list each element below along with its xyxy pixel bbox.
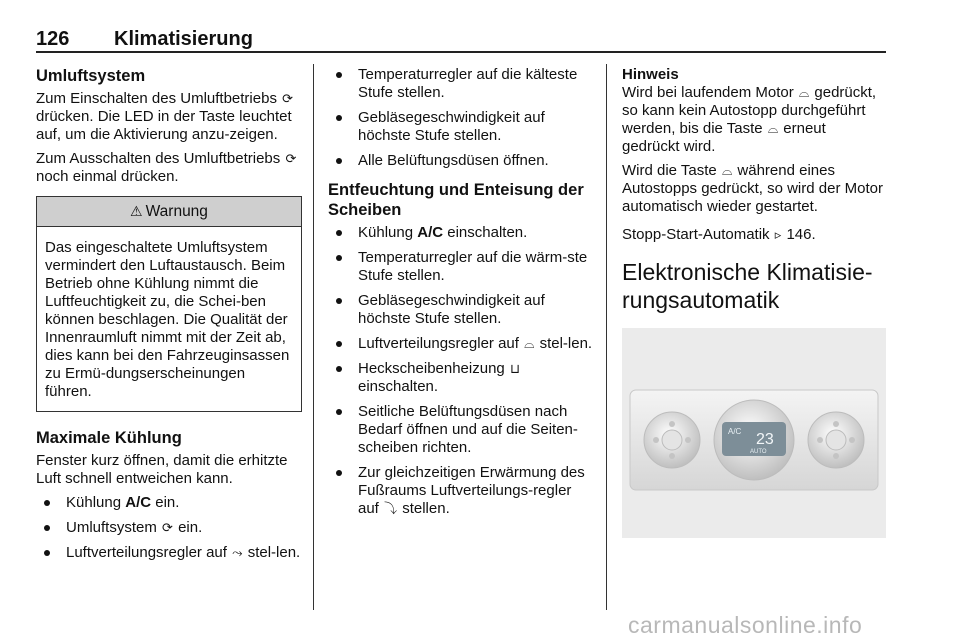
bullet <box>44 550 50 556</box>
section-title-auto-climate: Elektronische Klimatisie-rungsautomatik <box>622 259 873 313</box>
column-divider-1 <box>313 64 314 610</box>
text: Kühlung <box>66 494 122 511</box>
climate-control-panel-drawing <box>622 328 886 538</box>
text: Luftverteilungsregler auf <box>358 335 519 352</box>
list-item <box>328 464 594 518</box>
list-item <box>36 494 302 512</box>
bullet <box>336 158 342 164</box>
recirculation-icon: ⟳ <box>162 520 173 535</box>
text: stel-len. <box>247 544 301 561</box>
text: Heckscheibenheizung <box>358 360 505 377</box>
text: Zum Einschalten des Umluftbetriebs <box>36 90 277 107</box>
text: Umluftsystem <box>66 519 157 536</box>
text: einschalten. <box>447 224 528 241</box>
list-item <box>328 335 594 353</box>
warning-triangle-icon: ⚠ <box>130 203 143 219</box>
bullet <box>336 72 342 78</box>
text: Luftverteilungsregler auf <box>66 544 227 561</box>
text: einschalten. <box>358 378 439 395</box>
footwell-vent-icon: ⤵ <box>384 501 398 516</box>
list-item <box>328 292 594 328</box>
text: Kühlung <box>358 224 414 241</box>
list-item <box>328 224 594 242</box>
list-item <box>328 109 594 145</box>
section-title-defrost: Entfeuchtung und Enteisung der Scheiben <box>328 181 584 219</box>
bullet <box>336 230 342 236</box>
list-item <box>328 66 594 102</box>
text: stel-len. <box>539 335 593 352</box>
text: drücken. Die LED in der Taste leuchtet auf, um die Aktivierung anzu-zeigen. <box>36 108 292 143</box>
warning-text: Das eingeschaltete Umluftsystem vermindert den Luftaustausch. Beim Betrieb ohne Kühlung nimmt die Luftfeuchtigkeit zu, die Schei-ben können beschlagen. Die Qualität der Innenraumluft nimmt mit der Zeit ab, dies kann bei den Fahrzeuginsassen zu Ermü-dungserscheinungen führen. <box>45 239 290 400</box>
bullet <box>336 366 342 372</box>
face-vent-icon: ⤳ <box>232 545 243 560</box>
text: Temperaturregler auf die kälteste Stufe stellen. <box>358 66 578 101</box>
reference-page: 146. <box>786 226 816 243</box>
header-rule <box>36 51 886 53</box>
warning-box <box>36 196 302 412</box>
windscreen-defrost-icon: ⌓ <box>798 85 810 100</box>
ac-label: A/C <box>125 494 152 511</box>
text: Wird die Taste <box>622 162 717 179</box>
windscreen-defrost-icon: ⌓ <box>721 163 733 178</box>
text: Gebläsegeschwindigkeit auf höchste Stufe stellen. <box>358 292 545 327</box>
list-item <box>36 519 302 537</box>
arrow-right-icon: ▹ <box>774 227 782 242</box>
column-3 <box>622 66 886 538</box>
page-header <box>36 28 886 52</box>
text: Zum Ausschalten des Umluftbetriebs <box>36 150 281 167</box>
bullet <box>336 255 342 261</box>
paragraph-recirc-on <box>36 90 302 144</box>
list-item <box>328 249 594 285</box>
reference-text: Stopp-Start-Automatik <box>622 226 770 243</box>
climate-control-panel-image <box>622 328 886 538</box>
column-2 <box>328 66 594 525</box>
display-ac-text: A/C <box>728 427 742 436</box>
list-item <box>328 403 594 457</box>
list-item <box>328 152 594 170</box>
bullet <box>44 500 50 506</box>
list-item <box>36 544 302 562</box>
text: Gebläsegeschwindigkeit auf höchste Stufe stellen. <box>358 109 545 144</box>
section-title-umluft: Umluftsystem <box>36 67 146 85</box>
hint-paragraph-2 <box>622 162 886 216</box>
warning-title: Warnung <box>145 203 208 220</box>
max-cooling-list-cont <box>328 66 594 170</box>
paragraph-max-cooling: Fenster kurz öffnen, damit die erhitzte Luft schnell entweichen kann. <box>36 452 288 487</box>
text: Wird bei laufendem Motor <box>622 84 794 101</box>
recirculation-icon: ⟳ <box>285 151 297 166</box>
text: gedrückt, so kann kein Autostopp durchgeführt werden, bis die Taste <box>622 84 877 137</box>
bullet <box>336 115 342 121</box>
bullet <box>336 341 342 347</box>
text: Seitliche Belüftungsdüsen nach Bedarf öffnen und auf die Seiten-scheiben richten. <box>358 403 578 456</box>
column-divider-2 <box>606 64 607 610</box>
hint-title: Hinweis <box>622 66 679 83</box>
display-temp-text: 23 <box>756 431 774 448</box>
list-item <box>328 360 594 396</box>
paragraph-recirc-off <box>36 150 302 186</box>
text: Temperaturregler auf die wärm-ste Stufe stellen. <box>358 249 588 284</box>
rear-window-heating-icon: ⊔ <box>509 361 521 376</box>
windscreen-defrost-icon: ⌓ <box>767 121 779 136</box>
max-cooling-list <box>36 494 302 562</box>
bullet <box>336 409 342 415</box>
text: Alle Belüftungsdüsen öffnen. <box>358 152 549 169</box>
text: Zur gleichzeitigen Erwärmung des Fußraums Luftverteilungs-regler auf <box>358 464 585 517</box>
windscreen-defrost-icon: ⌓ <box>524 336 535 351</box>
section-title-max-cooling: Maximale Kühlung <box>36 429 182 447</box>
defrost-list <box>328 224 594 518</box>
cross-reference[interactable] <box>622 226 886 244</box>
warning-header <box>37 197 301 227</box>
hint-paragraph-1 <box>622 84 886 156</box>
chapter-title: Klimatisierung <box>114 28 253 50</box>
text: erneut gedrückt wird. <box>622 120 826 155</box>
watermark-text: carmanualsonline.info <box>628 612 863 638</box>
bullet <box>336 470 342 476</box>
ac-label: A/C <box>417 224 444 241</box>
display-auto-text: AUTO <box>750 449 767 455</box>
text: ein. <box>155 494 180 511</box>
page-number: 126 <box>36 28 70 50</box>
text: noch einmal drücken. <box>36 168 179 185</box>
text: stellen. <box>402 500 450 517</box>
column-1 <box>36 66 302 569</box>
text: während eines Autostopps gedrückt, so wird der Motor automatisch wieder gestartet. <box>622 162 883 215</box>
text: ein. <box>178 519 203 536</box>
bullet <box>44 525 50 531</box>
bullet <box>336 298 342 304</box>
recirculation-icon: ⟳ <box>282 91 294 106</box>
